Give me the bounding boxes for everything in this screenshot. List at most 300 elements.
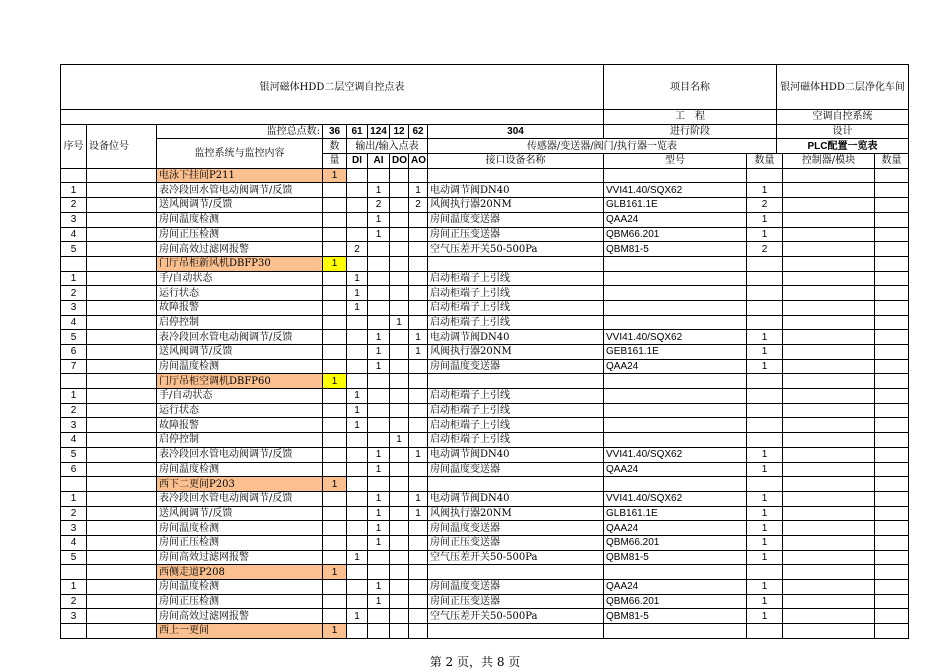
model-cell: QAA24	[604, 580, 747, 595]
content-cell: 表冷段回水管电动阀调节/反馈	[157, 330, 323, 345]
qty-cell	[323, 330, 347, 345]
seq-cell: 4	[61, 535, 87, 550]
point-row	[61, 403, 909, 418]
do-cell	[390, 580, 409, 595]
location-cell	[87, 550, 157, 565]
model-cell: QAA24	[604, 212, 747, 227]
controller-cell	[783, 580, 875, 595]
di-header: DI	[347, 154, 368, 169]
seq-header: 序号	[61, 124, 87, 168]
plc-count-cell	[875, 227, 909, 242]
point-row	[61, 315, 909, 330]
content-cell: 房间正压检测	[157, 594, 323, 609]
location-cell	[87, 256, 157, 271]
location-cell	[87, 345, 157, 360]
ao-cell	[409, 271, 428, 286]
location-cell	[87, 609, 157, 624]
point-row	[61, 418, 909, 433]
qty-cell	[323, 550, 347, 565]
count-cell: 1	[747, 550, 783, 565]
device-cell: 启动柜端子上引线	[428, 403, 604, 418]
point-row	[61, 183, 909, 198]
seq-cell: 1	[61, 389, 87, 404]
ai-cell: 1	[368, 506, 390, 521]
ao-cell	[409, 403, 428, 418]
count-cell: 2	[747, 198, 783, 213]
ai-cell	[368, 300, 390, 315]
section-row	[61, 168, 909, 183]
do-cell	[390, 565, 409, 580]
total-do: 12	[390, 124, 409, 139]
seq-cell: 6	[61, 462, 87, 477]
do-cell	[390, 550, 409, 565]
content-cell: 表冷段回水管电动阀调节/反馈	[157, 447, 323, 462]
device-cell: 空气压差开关50-500Pa	[428, 609, 604, 624]
plc-count-cell	[875, 594, 909, 609]
location-cell	[87, 521, 157, 536]
controller-cell	[783, 609, 875, 624]
section-row	[61, 477, 909, 492]
location-cell	[87, 198, 157, 213]
location-cell	[87, 447, 157, 462]
ao-cell	[409, 594, 428, 609]
plc-count-cell	[875, 433, 909, 448]
model-cell	[604, 315, 747, 330]
content-cell: 房间温度检测	[157, 580, 323, 595]
do-cell	[390, 403, 409, 418]
ao-cell: 1	[409, 183, 428, 198]
qty-cell	[323, 433, 347, 448]
point-row	[61, 550, 909, 565]
plc-count-cell	[875, 242, 909, 257]
count-cell	[747, 477, 783, 492]
controller-cell	[783, 315, 875, 330]
section-row	[61, 374, 909, 389]
content-cell: 运行状态	[157, 286, 323, 301]
device-cell: 启动柜端子上引线	[428, 300, 604, 315]
device-cell: 房间温度变送器	[428, 212, 604, 227]
location-cell	[87, 374, 157, 389]
section-qty: 1	[323, 624, 347, 639]
section-qty: 1	[323, 374, 347, 389]
count-cell	[747, 271, 783, 286]
content-cell: 房间高效过滤网报警	[157, 609, 323, 624]
di-cell	[347, 345, 368, 360]
do-cell	[390, 609, 409, 624]
page-footer: 第 2 页，共 8 页	[429, 655, 521, 669]
seq-cell	[61, 477, 87, 492]
model-cell	[604, 624, 747, 639]
device-cell: 房间正压变送器	[428, 227, 604, 242]
ao-cell	[409, 550, 428, 565]
model-cell: QBM66.201	[604, 594, 747, 609]
content-cell: 手/自动状态	[157, 271, 323, 286]
controller-cell	[783, 418, 875, 433]
plc-count-cell	[875, 389, 909, 404]
location-cell	[87, 359, 157, 374]
plc-count-cell	[875, 271, 909, 286]
model-cell	[604, 374, 747, 389]
seq-cell	[61, 168, 87, 183]
location-cell	[87, 462, 157, 477]
di-cell	[347, 315, 368, 330]
model-header: 型号	[604, 154, 747, 169]
model-cell	[604, 565, 747, 580]
content-cell: 送风阀调节/反馈	[157, 506, 323, 521]
plc-count-cell	[875, 491, 909, 506]
ao-cell: 1	[409, 491, 428, 506]
controller-cell	[783, 168, 875, 183]
location-cell	[87, 242, 157, 257]
seq-cell: 1	[61, 271, 87, 286]
qty-cell	[323, 403, 347, 418]
phase-value: 设计	[777, 124, 909, 139]
controller-cell	[783, 359, 875, 374]
device-cell	[428, 565, 604, 580]
qty-cell	[323, 212, 347, 227]
count-cell: 1	[747, 580, 783, 595]
ao-cell	[409, 521, 428, 536]
seq-cell: 3	[61, 609, 87, 624]
do-cell	[390, 624, 409, 639]
location-cell	[87, 418, 157, 433]
seq-cell: 3	[61, 418, 87, 433]
do-cell	[390, 418, 409, 433]
ai-cell: 2	[368, 198, 390, 213]
ao-cell	[409, 418, 428, 433]
total-points: 304	[428, 124, 604, 139]
ai-cell: 1	[368, 594, 390, 609]
model-cell: VVI41.40/SQX62	[604, 183, 747, 198]
point-row	[61, 300, 909, 315]
di-cell: 1	[347, 418, 368, 433]
point-row	[61, 198, 909, 213]
point-row	[61, 462, 909, 477]
point-row	[61, 286, 909, 301]
ai-cell	[368, 477, 390, 492]
count-cell	[747, 418, 783, 433]
di-cell: 1	[347, 403, 368, 418]
model-cell: QBM66.201	[604, 535, 747, 550]
count-cell: 1	[747, 345, 783, 360]
do-cell	[390, 330, 409, 345]
content-cell: 送风阀调节/反馈	[157, 198, 323, 213]
io-header: 输出/输入点表	[347, 139, 428, 154]
di-cell	[347, 374, 368, 389]
ao-cell	[409, 359, 428, 374]
content-cell: 房间温度检测	[157, 521, 323, 536]
qty-cell	[323, 491, 347, 506]
interface-header: 接口设备名称	[428, 154, 604, 169]
plc-count-cell	[875, 315, 909, 330]
di-cell	[347, 433, 368, 448]
do-cell: 1	[390, 315, 409, 330]
di-cell	[347, 330, 368, 345]
di-cell: 1	[347, 389, 368, 404]
ai-cell	[368, 624, 390, 639]
seq-cell: 1	[61, 491, 87, 506]
section-name: 西侧走道P208	[157, 565, 323, 580]
seq-cell: 2	[61, 506, 87, 521]
model-cell: VVI41.40/SQX62	[604, 330, 747, 345]
location-cell	[87, 300, 157, 315]
location-cell	[87, 580, 157, 595]
model-cell: QAA24	[604, 359, 747, 374]
project-label: 项目名称	[604, 65, 777, 110]
do-cell	[390, 491, 409, 506]
model-cell: GEB161.1E	[604, 345, 747, 360]
location-cell	[87, 227, 157, 242]
controller-cell	[783, 198, 875, 213]
point-row	[61, 345, 909, 360]
model-cell	[604, 168, 747, 183]
count-cell	[747, 286, 783, 301]
section-qty: 1	[323, 565, 347, 580]
controller-cell	[783, 330, 875, 345]
ao-cell: 1	[409, 506, 428, 521]
ai-cell	[368, 286, 390, 301]
device-cell: 风阀执行器20NM	[428, 345, 604, 360]
device-cell: 电动调节阀DN40	[428, 447, 604, 462]
content-cell: 房间温度检测	[157, 359, 323, 374]
total-label: 监控总点数:	[157, 124, 323, 139]
qty-cell	[323, 300, 347, 315]
location-cell	[87, 433, 157, 448]
controller-cell	[783, 594, 875, 609]
point-row	[61, 242, 909, 257]
di-cell: 1	[347, 271, 368, 286]
count-header: 数量	[747, 154, 783, 169]
point-row	[61, 609, 909, 624]
content-cell: 房间温度检测	[157, 462, 323, 477]
seq-cell: 2	[61, 594, 87, 609]
model-cell: QAA24	[604, 521, 747, 536]
controller-cell	[783, 212, 875, 227]
ai-header: AI	[368, 154, 390, 169]
plc-count-cell	[875, 462, 909, 477]
count-cell: 1	[747, 212, 783, 227]
seq-cell: 5	[61, 550, 87, 565]
ai-cell	[368, 403, 390, 418]
do-cell	[390, 594, 409, 609]
location-cell	[87, 271, 157, 286]
qty-cell	[323, 315, 347, 330]
di-cell: 2	[347, 242, 368, 257]
plc-count-cell	[875, 477, 909, 492]
count-cell: 1	[747, 594, 783, 609]
point-row	[61, 227, 909, 242]
location-cell	[87, 212, 157, 227]
ao-cell: 1	[409, 330, 428, 345]
controller-cell	[783, 300, 875, 315]
qty-cell	[323, 506, 347, 521]
ao-cell	[409, 535, 428, 550]
point-row	[61, 212, 909, 227]
do-cell	[390, 227, 409, 242]
sheet-title: 银河磁体HDD二层空调自控点表	[61, 65, 604, 110]
model-cell	[604, 256, 747, 271]
ai-cell: 1	[368, 521, 390, 536]
device-cell: 电动调节阀DN40	[428, 183, 604, 198]
plc-count-cell	[875, 565, 909, 580]
do-cell	[390, 300, 409, 315]
plc-count-cell	[875, 447, 909, 462]
qty-cell	[323, 183, 347, 198]
total-di: 61	[347, 124, 368, 139]
device-cell: 房间正压变送器	[428, 594, 604, 609]
ao-cell	[409, 580, 428, 595]
ao-cell	[409, 168, 428, 183]
device-cell: 电动调节阀DN40	[428, 330, 604, 345]
device-cell: 风阀执行器20NM	[428, 198, 604, 213]
seq-cell: 3	[61, 521, 87, 536]
ao-cell	[409, 462, 428, 477]
di-cell	[347, 212, 368, 227]
do-cell	[390, 256, 409, 271]
do-cell	[390, 374, 409, 389]
engineering-value: 空调自控系统	[777, 110, 909, 125]
count-cell	[747, 403, 783, 418]
di-cell	[347, 491, 368, 506]
device-cell	[428, 624, 604, 639]
ao-cell	[409, 609, 428, 624]
count-cell	[747, 624, 783, 639]
plc-count-cell	[875, 212, 909, 227]
count-cell	[747, 374, 783, 389]
ao-cell	[409, 286, 428, 301]
content-cell: 运行状态	[157, 403, 323, 418]
plc-count-cell	[875, 550, 909, 565]
di-cell: 1	[347, 550, 368, 565]
plc-count-cell	[875, 345, 909, 360]
di-cell	[347, 447, 368, 462]
di-cell	[347, 359, 368, 374]
qty-cell	[323, 594, 347, 609]
seq-cell: 5	[61, 447, 87, 462]
controller-header: 控制器/模块	[783, 154, 875, 169]
device-cell: 电动调节阀DN40	[428, 491, 604, 506]
controller-cell	[783, 271, 875, 286]
controller-cell	[783, 447, 875, 462]
do-header: DO	[390, 154, 409, 169]
do-cell	[390, 271, 409, 286]
model-cell	[604, 271, 747, 286]
location-cell	[87, 315, 157, 330]
device-cell	[428, 477, 604, 492]
point-row	[61, 271, 909, 286]
count-cell: 1	[747, 506, 783, 521]
seq-cell: 1	[61, 580, 87, 595]
di-cell: 1	[347, 609, 368, 624]
di-cell	[347, 624, 368, 639]
location-cell	[87, 491, 157, 506]
device-cell: 房间温度变送器	[428, 580, 604, 595]
content-cell: 表冷段回水管电动阀调节/反馈	[157, 183, 323, 198]
di-cell: 1	[347, 286, 368, 301]
seq-cell: 3	[61, 212, 87, 227]
ai-cell: 1	[368, 491, 390, 506]
engineering-label: 工 程	[604, 110, 777, 125]
ao-cell	[409, 565, 428, 580]
qty-cell	[323, 271, 347, 286]
device-cell: 空气压差开关50-500Pa	[428, 550, 604, 565]
ai-cell: 1	[368, 462, 390, 477]
seq-cell	[61, 624, 87, 639]
ai-cell	[368, 550, 390, 565]
ai-cell	[368, 315, 390, 330]
controller-cell	[783, 256, 875, 271]
content-cell: 手/自动状态	[157, 389, 323, 404]
seq-cell: 7	[61, 359, 87, 374]
seq-cell: 6	[61, 345, 87, 360]
ai-cell	[368, 565, 390, 580]
point-row	[61, 330, 909, 345]
controller-cell	[783, 462, 875, 477]
section-qty: 1	[323, 477, 347, 492]
di-cell	[347, 477, 368, 492]
count-cell: 1	[747, 330, 783, 345]
di-cell	[347, 168, 368, 183]
plc-count-cell	[875, 403, 909, 418]
model-cell: GLB161.1E	[604, 198, 747, 213]
content-cell: 房间正压检测	[157, 535, 323, 550]
location-cell	[87, 535, 157, 550]
plc-count-cell	[875, 521, 909, 536]
do-cell: 1	[390, 433, 409, 448]
di-cell	[347, 506, 368, 521]
ai-cell	[368, 374, 390, 389]
count-cell	[747, 565, 783, 580]
section-qty: 1	[323, 168, 347, 183]
ai-cell: 1	[368, 183, 390, 198]
ao-cell	[409, 300, 428, 315]
do-cell	[390, 477, 409, 492]
plc-count-cell	[875, 624, 909, 639]
ao-cell	[409, 256, 428, 271]
content-cell: 送风阀调节/反馈	[157, 345, 323, 360]
controller-cell	[783, 535, 875, 550]
ai-cell	[368, 418, 390, 433]
plc-count-header: 数量	[875, 154, 909, 169]
count-cell: 1	[747, 491, 783, 506]
di-cell	[347, 521, 368, 536]
do-cell	[390, 389, 409, 404]
device-cell: 启动柜端子上引线	[428, 389, 604, 404]
di-cell	[347, 580, 368, 595]
plc-count-cell	[875, 535, 909, 550]
seq-cell	[61, 374, 87, 389]
seq-cell: 4	[61, 315, 87, 330]
device-cell	[428, 374, 604, 389]
section-qty: 1	[323, 256, 347, 271]
controller-cell	[783, 624, 875, 639]
do-cell	[390, 359, 409, 374]
ai-cell	[368, 271, 390, 286]
ao-cell	[409, 227, 428, 242]
controller-cell	[783, 227, 875, 242]
ai-cell	[368, 242, 390, 257]
controller-cell	[783, 286, 875, 301]
controller-cell	[783, 521, 875, 536]
ai-cell	[368, 389, 390, 404]
di-cell	[347, 198, 368, 213]
plc-count-cell	[875, 418, 909, 433]
model-cell	[604, 418, 747, 433]
controller-cell	[783, 550, 875, 565]
model-cell: VVI41.40/SQX62	[604, 491, 747, 506]
section-name: 门厅吊柜空调机DBFP60	[157, 374, 323, 389]
do-cell	[390, 506, 409, 521]
